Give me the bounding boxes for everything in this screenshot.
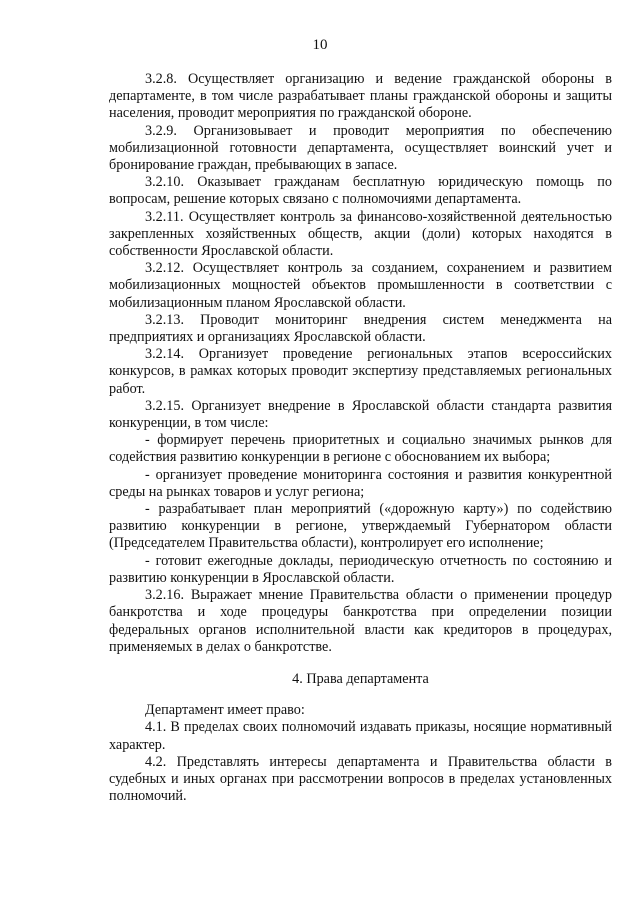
list-item-roadmap: - разрабатывает план мероприятий («дорожную карту») по содействию развитию конкуренции в регионе, утверждаемый Губернатором области (Председателем Правительства области), контролирует его исполнение; <box>109 501 612 552</box>
paragraph-3-2-10: 3.2.10. Оказывает гражданам бесплатную юридическую помощь по вопросам, решение которых связано с полномочиями департамента. <box>109 174 612 208</box>
paragraph-3-2-13: 3.2.13. Проводит мониторинг внедрения систем менеджмента на предприятиях и организациях Ярославской области. <box>109 311 612 346</box>
page-number: 10 <box>312 37 328 53</box>
paragraph-3-2-8: 3.2.8. Осуществляет организацию и ведение гражданской обороны в департаменте, в том числе разрабатывает планы гражданской обороны и защиты населения, проводит мероприятия по гражданской обороне. <box>109 71 612 122</box>
paragraph-3-2-14: 3.2.14. Организует проведение региональных этапов всероссийских конкурсов, в рамках которых проводит экспертизу представляемых региональных работ. <box>109 346 612 397</box>
paragraph-3-2-15: 3.2.15. Организует внедрение в Ярославской области стандарта развития конкуренции, в том числе: <box>109 397 612 432</box>
list-item-annual-reports: - готовит ежегодные доклады, периодическую отчетность по состоянию и развитию конкуренции в Ярославской области. <box>109 552 612 586</box>
list-item-monitoring: - организует проведение мониторинга состояния и развития конкурентной среды на рынках товаров и услуг региона; <box>109 466 612 500</box>
paragraph-4-1: 4.1. В пределах своих полномочий издавать приказы, носящие нормативный характер. <box>109 719 612 753</box>
list-item-priority-markets: - формирует перечень приоритетных и социально значимых рынков для содействия развитию конкуренции в регионе с обоснованием их выбора; <box>109 432 612 466</box>
paragraph-3-2-16: 3.2.16. Выражает мнение Правительства области о применении процедур банкротства и ходе процедуры банкротства при определении позиции федеральных органов исполнительной власти как кредиторов в процедурах, применяемых в делах о банкротстве. <box>109 587 612 655</box>
paragraph-4-2: 4.2. Представлять интересы департамента и Правительства области в судебных и иных органах при рассмотрении вопросов в пределах установленных полномочий. <box>109 753 612 805</box>
paragraph-rights-intro: Департамент имеет право: <box>145 702 305 719</box>
paragraph-3-2-12: 3.2.12. Осуществляет контроль за созданием, сохранением и развитием мобилизационных мощностей объектов промышленности в соответствии с мобилизационным планом Ярославской области. <box>109 260 612 311</box>
document-body <box>109 71 612 805</box>
paragraph-3-2-11: 3.2.11. Осуществляет контроль за финансово-хозяйственной деятельностью закрепленных хозяйственных обществ, акции (доли) которых находятся в собственности Ярославской области. <box>109 208 612 260</box>
section-heading: 4. Права департамента <box>292 670 429 687</box>
paragraph-3-2-9: 3.2.9. Организовывает и проводит мероприятия по обеспечению мобилизационной готовности департамента, осуществляет воинский учет и бронирование граждан, пребывающих в запасе. <box>109 122 612 174</box>
